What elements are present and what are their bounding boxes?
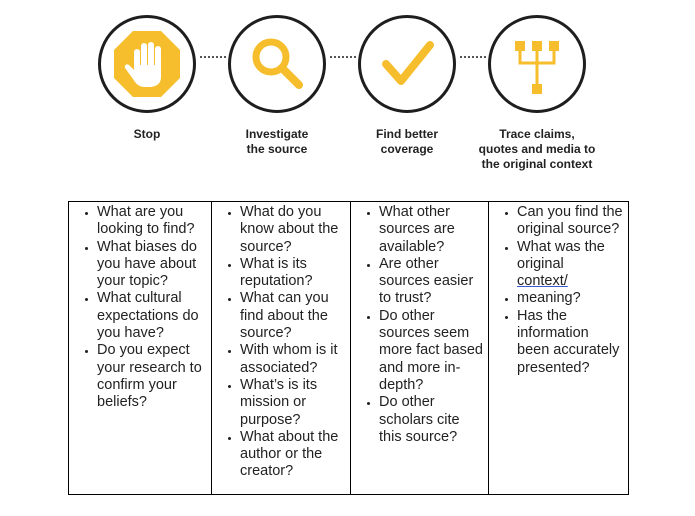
list-item: • What about the author or the creator? [240, 429, 346, 481]
stop-hand-icon [112, 29, 182, 99]
question-table [68, 201, 629, 495]
list-item: • What can you find about the source? [240, 290, 346, 342]
magnifier-icon [242, 29, 312, 99]
coverage-question-list [353, 204, 484, 446]
investigate-questions-cell [212, 202, 351, 495]
step-trace-circle [488, 15, 586, 113]
connector-1 [200, 56, 226, 58]
list-item: • Do other sources seem more fact based and more in-depth? [379, 308, 484, 394]
list-item: • What biases do you have about your topic? [97, 239, 207, 291]
list-item [517, 239, 624, 291]
step-label-coverage: Find better coverage [376, 127, 438, 156]
checkmark-icon [372, 29, 442, 99]
list-item: • What’s is its mission or purpose? [240, 377, 346, 429]
connector-3 [460, 56, 486, 58]
trace-tree-icon [502, 29, 572, 99]
coverage-questions-cell [351, 202, 489, 495]
step-label-stop: Stop [133, 127, 161, 141]
stop-question-list [71, 204, 207, 412]
list-item: • What do you know about the source? [240, 204, 346, 256]
connector-2 [330, 56, 356, 58]
step-label-investigate: Investigate the source [245, 127, 309, 156]
step-coverage-circle [358, 15, 456, 113]
step-investigate-circle [228, 15, 326, 113]
list-item: • meaning? [517, 290, 624, 307]
list-item: • What cultural expectations do you have? [97, 290, 207, 342]
list-item: • Do you expect your research to confirm your beliefs? [97, 342, 207, 411]
list-item: • Can you find the original source? [517, 204, 624, 239]
list-item: • What are you looking to find? [97, 204, 207, 239]
list-item: • What is its reputation? [240, 256, 346, 291]
trace-question-list [491, 204, 624, 377]
context-link-text: context/ [517, 273, 568, 290]
step-stop-circle [98, 15, 196, 113]
list-item: • Are other sources easier to trust? [379, 256, 484, 308]
trace-questions-cell [489, 202, 629, 495]
list-item: • Do other scholars cite this source? [379, 394, 484, 446]
investigate-question-list [214, 204, 346, 481]
list-item-text: What was the original [517, 238, 605, 272]
step-label-trace: Trace claims, quotes and media to the original context [478, 127, 596, 171]
list-item: • With whom is it associated? [240, 342, 346, 377]
list-item: • Has the information been accurately presented? [517, 308, 624, 377]
list-item: • What other sources are available? [379, 204, 484, 256]
stop-questions-cell [69, 202, 212, 495]
table-row [69, 202, 629, 495]
